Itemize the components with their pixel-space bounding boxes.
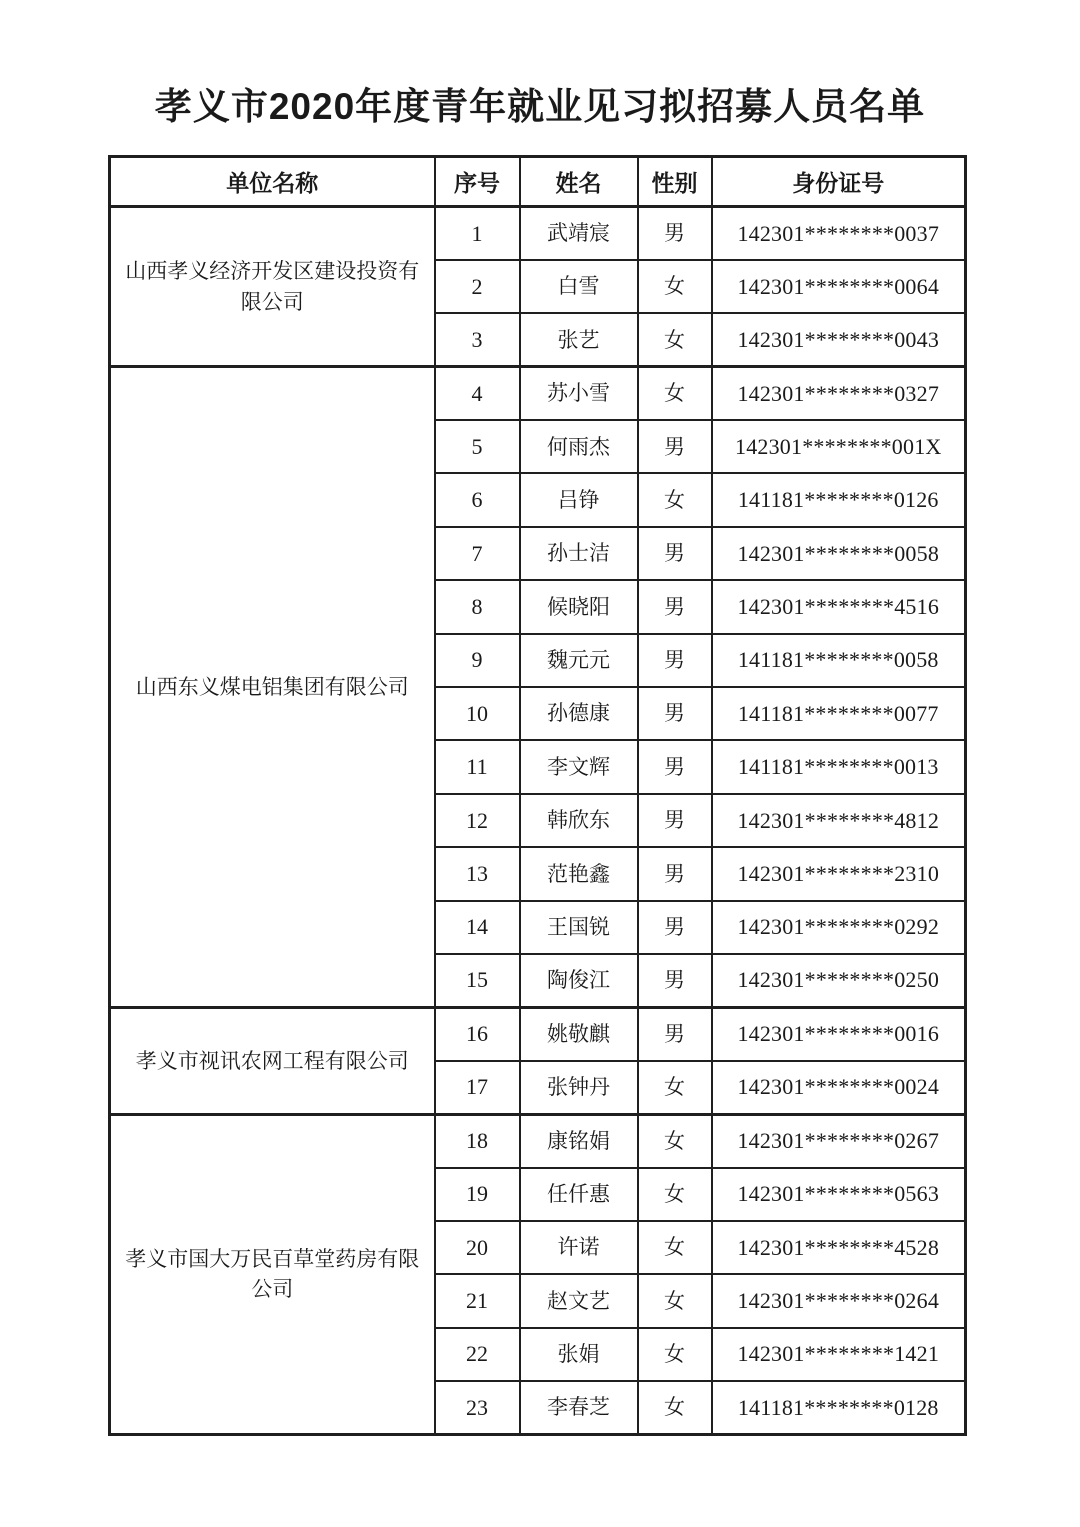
id-number-cell: 142301********4528 (712, 1221, 966, 1274)
gender-cell: 女 (638, 313, 712, 366)
person-name-cell: 李文辉 (520, 740, 638, 793)
gender-cell: 男 (638, 207, 712, 260)
id-number-cell: 142301********0327 (712, 367, 966, 420)
row-number-cell: 11 (435, 740, 520, 793)
id-number-cell: 142301********0064 (712, 260, 966, 313)
person-name-cell: 孙士洁 (520, 527, 638, 580)
row-number-cell: 20 (435, 1221, 520, 1274)
person-name-cell: 孙德康 (520, 687, 638, 740)
id-number-cell: 141181********0058 (712, 634, 966, 687)
row-number-cell: 16 (435, 1007, 520, 1060)
person-name-cell: 姚敬麒 (520, 1007, 638, 1060)
person-name-cell: 康铭娟 (520, 1114, 638, 1167)
id-number-cell: 142301********001X (712, 420, 966, 473)
person-name-cell: 张娟 (520, 1328, 638, 1381)
id-number-cell: 141181********0077 (712, 687, 966, 740)
id-number-cell: 142301********4516 (712, 580, 966, 633)
company-cell: 山西东义煤电铝集团有限公司 (110, 367, 435, 1008)
gender-cell: 女 (638, 260, 712, 313)
person-name-cell: 韩欣东 (520, 794, 638, 847)
person-name-cell: 王国锐 (520, 901, 638, 954)
id-number-cell: 142301********0058 (712, 527, 966, 580)
gender-cell: 男 (638, 740, 712, 793)
person-name-cell: 白雪 (520, 260, 638, 313)
company-cell: 山西孝义经济开发区建设投资有限公司 (110, 207, 435, 367)
gender-cell: 男 (638, 580, 712, 633)
row-number-cell: 13 (435, 847, 520, 900)
gender-cell: 女 (638, 1114, 712, 1167)
roster-table-container (108, 155, 967, 1436)
row-number-cell: 4 (435, 367, 520, 420)
person-name-cell: 张艺 (520, 313, 638, 366)
gender-cell: 男 (638, 634, 712, 687)
header-id: 身份证号 (712, 157, 966, 207)
row-number-cell: 22 (435, 1328, 520, 1381)
row-number-cell: 14 (435, 901, 520, 954)
row-number-cell: 5 (435, 420, 520, 473)
gender-cell: 女 (638, 367, 712, 420)
page-title: 孝义市2020年度青年就业见习拟招募人员名单 (154, 86, 926, 127)
person-name-cell: 吕铮 (520, 473, 638, 526)
row-number-cell: 9 (435, 634, 520, 687)
gender-cell: 女 (638, 1328, 712, 1381)
person-name-cell: 李春芝 (520, 1381, 638, 1434)
id-number-cell: 142301********0267 (712, 1114, 966, 1167)
gender-cell: 男 (638, 794, 712, 847)
row-number-cell: 12 (435, 794, 520, 847)
gender-cell: 男 (638, 954, 712, 1007)
gender-cell: 男 (638, 420, 712, 473)
table-row (110, 1114, 966, 1167)
id-number-cell: 142301********0043 (712, 313, 966, 366)
id-number-cell: 142301********0563 (712, 1168, 966, 1221)
header-name: 姓名 (520, 157, 638, 207)
table-row (110, 207, 966, 260)
row-number-cell: 10 (435, 687, 520, 740)
table-body (110, 207, 966, 1435)
person-name-cell: 武靖宸 (520, 207, 638, 260)
gender-cell: 女 (638, 1221, 712, 1274)
id-number-cell: 142301********0264 (712, 1274, 966, 1327)
person-name-cell: 任仟惠 (520, 1168, 638, 1221)
person-name-cell: 张钟丹 (520, 1061, 638, 1114)
row-number-cell: 2 (435, 260, 520, 313)
id-number-cell: 141181********0126 (712, 473, 966, 526)
row-number-cell: 3 (435, 313, 520, 366)
id-number-cell: 142301********0024 (712, 1061, 966, 1114)
row-number-cell: 8 (435, 580, 520, 633)
gender-cell: 男 (638, 687, 712, 740)
gender-cell: 女 (638, 1061, 712, 1114)
id-number-cell: 142301********0292 (712, 901, 966, 954)
gender-cell: 男 (638, 1007, 712, 1060)
gender-cell: 男 (638, 847, 712, 900)
row-number-cell: 18 (435, 1114, 520, 1167)
row-number-cell: 15 (435, 954, 520, 1007)
gender-cell: 女 (638, 1274, 712, 1327)
gender-cell: 女 (638, 473, 712, 526)
table-header (110, 157, 966, 207)
person-name-cell: 陶俊江 (520, 954, 638, 1007)
id-number-cell: 142301********0037 (712, 207, 966, 260)
id-number-cell: 141181********0013 (712, 740, 966, 793)
row-number-cell: 6 (435, 473, 520, 526)
row-number-cell: 21 (435, 1274, 520, 1327)
gender-cell: 男 (638, 527, 712, 580)
table-row (110, 1007, 966, 1060)
company-cell: 孝义市国大万民百草堂药房有限公司 (110, 1114, 435, 1434)
person-name-cell: 范艳鑫 (520, 847, 638, 900)
row-number-cell: 7 (435, 527, 520, 580)
person-name-cell: 赵文艺 (520, 1274, 638, 1327)
header-row (110, 157, 966, 207)
id-number-cell: 142301********1421 (712, 1328, 966, 1381)
id-number-cell: 142301********4812 (712, 794, 966, 847)
id-number-cell: 142301********2310 (712, 847, 966, 900)
company-cell: 孝义市视讯农网工程有限公司 (110, 1007, 435, 1114)
header-company: 单位名称 (110, 157, 435, 207)
person-name-cell: 何雨杰 (520, 420, 638, 473)
row-number-cell: 1 (435, 207, 520, 260)
id-number-cell: 142301********0016 (712, 1007, 966, 1060)
row-number-cell: 17 (435, 1061, 520, 1114)
person-name-cell: 魏元元 (520, 634, 638, 687)
gender-cell: 女 (638, 1381, 712, 1434)
id-number-cell: 142301********0250 (712, 954, 966, 1007)
gender-cell: 男 (638, 901, 712, 954)
person-name-cell: 候晓阳 (520, 580, 638, 633)
roster-table (108, 155, 967, 1436)
gender-cell: 女 (638, 1168, 712, 1221)
header-gender: 性别 (638, 157, 712, 207)
person-name-cell: 许诺 (520, 1221, 638, 1274)
table-row (110, 367, 966, 420)
header-no: 序号 (435, 157, 520, 207)
id-number-cell: 141181********0128 (712, 1381, 966, 1434)
person-name-cell: 苏小雪 (520, 367, 638, 420)
row-number-cell: 19 (435, 1168, 520, 1221)
row-number-cell: 23 (435, 1381, 520, 1434)
